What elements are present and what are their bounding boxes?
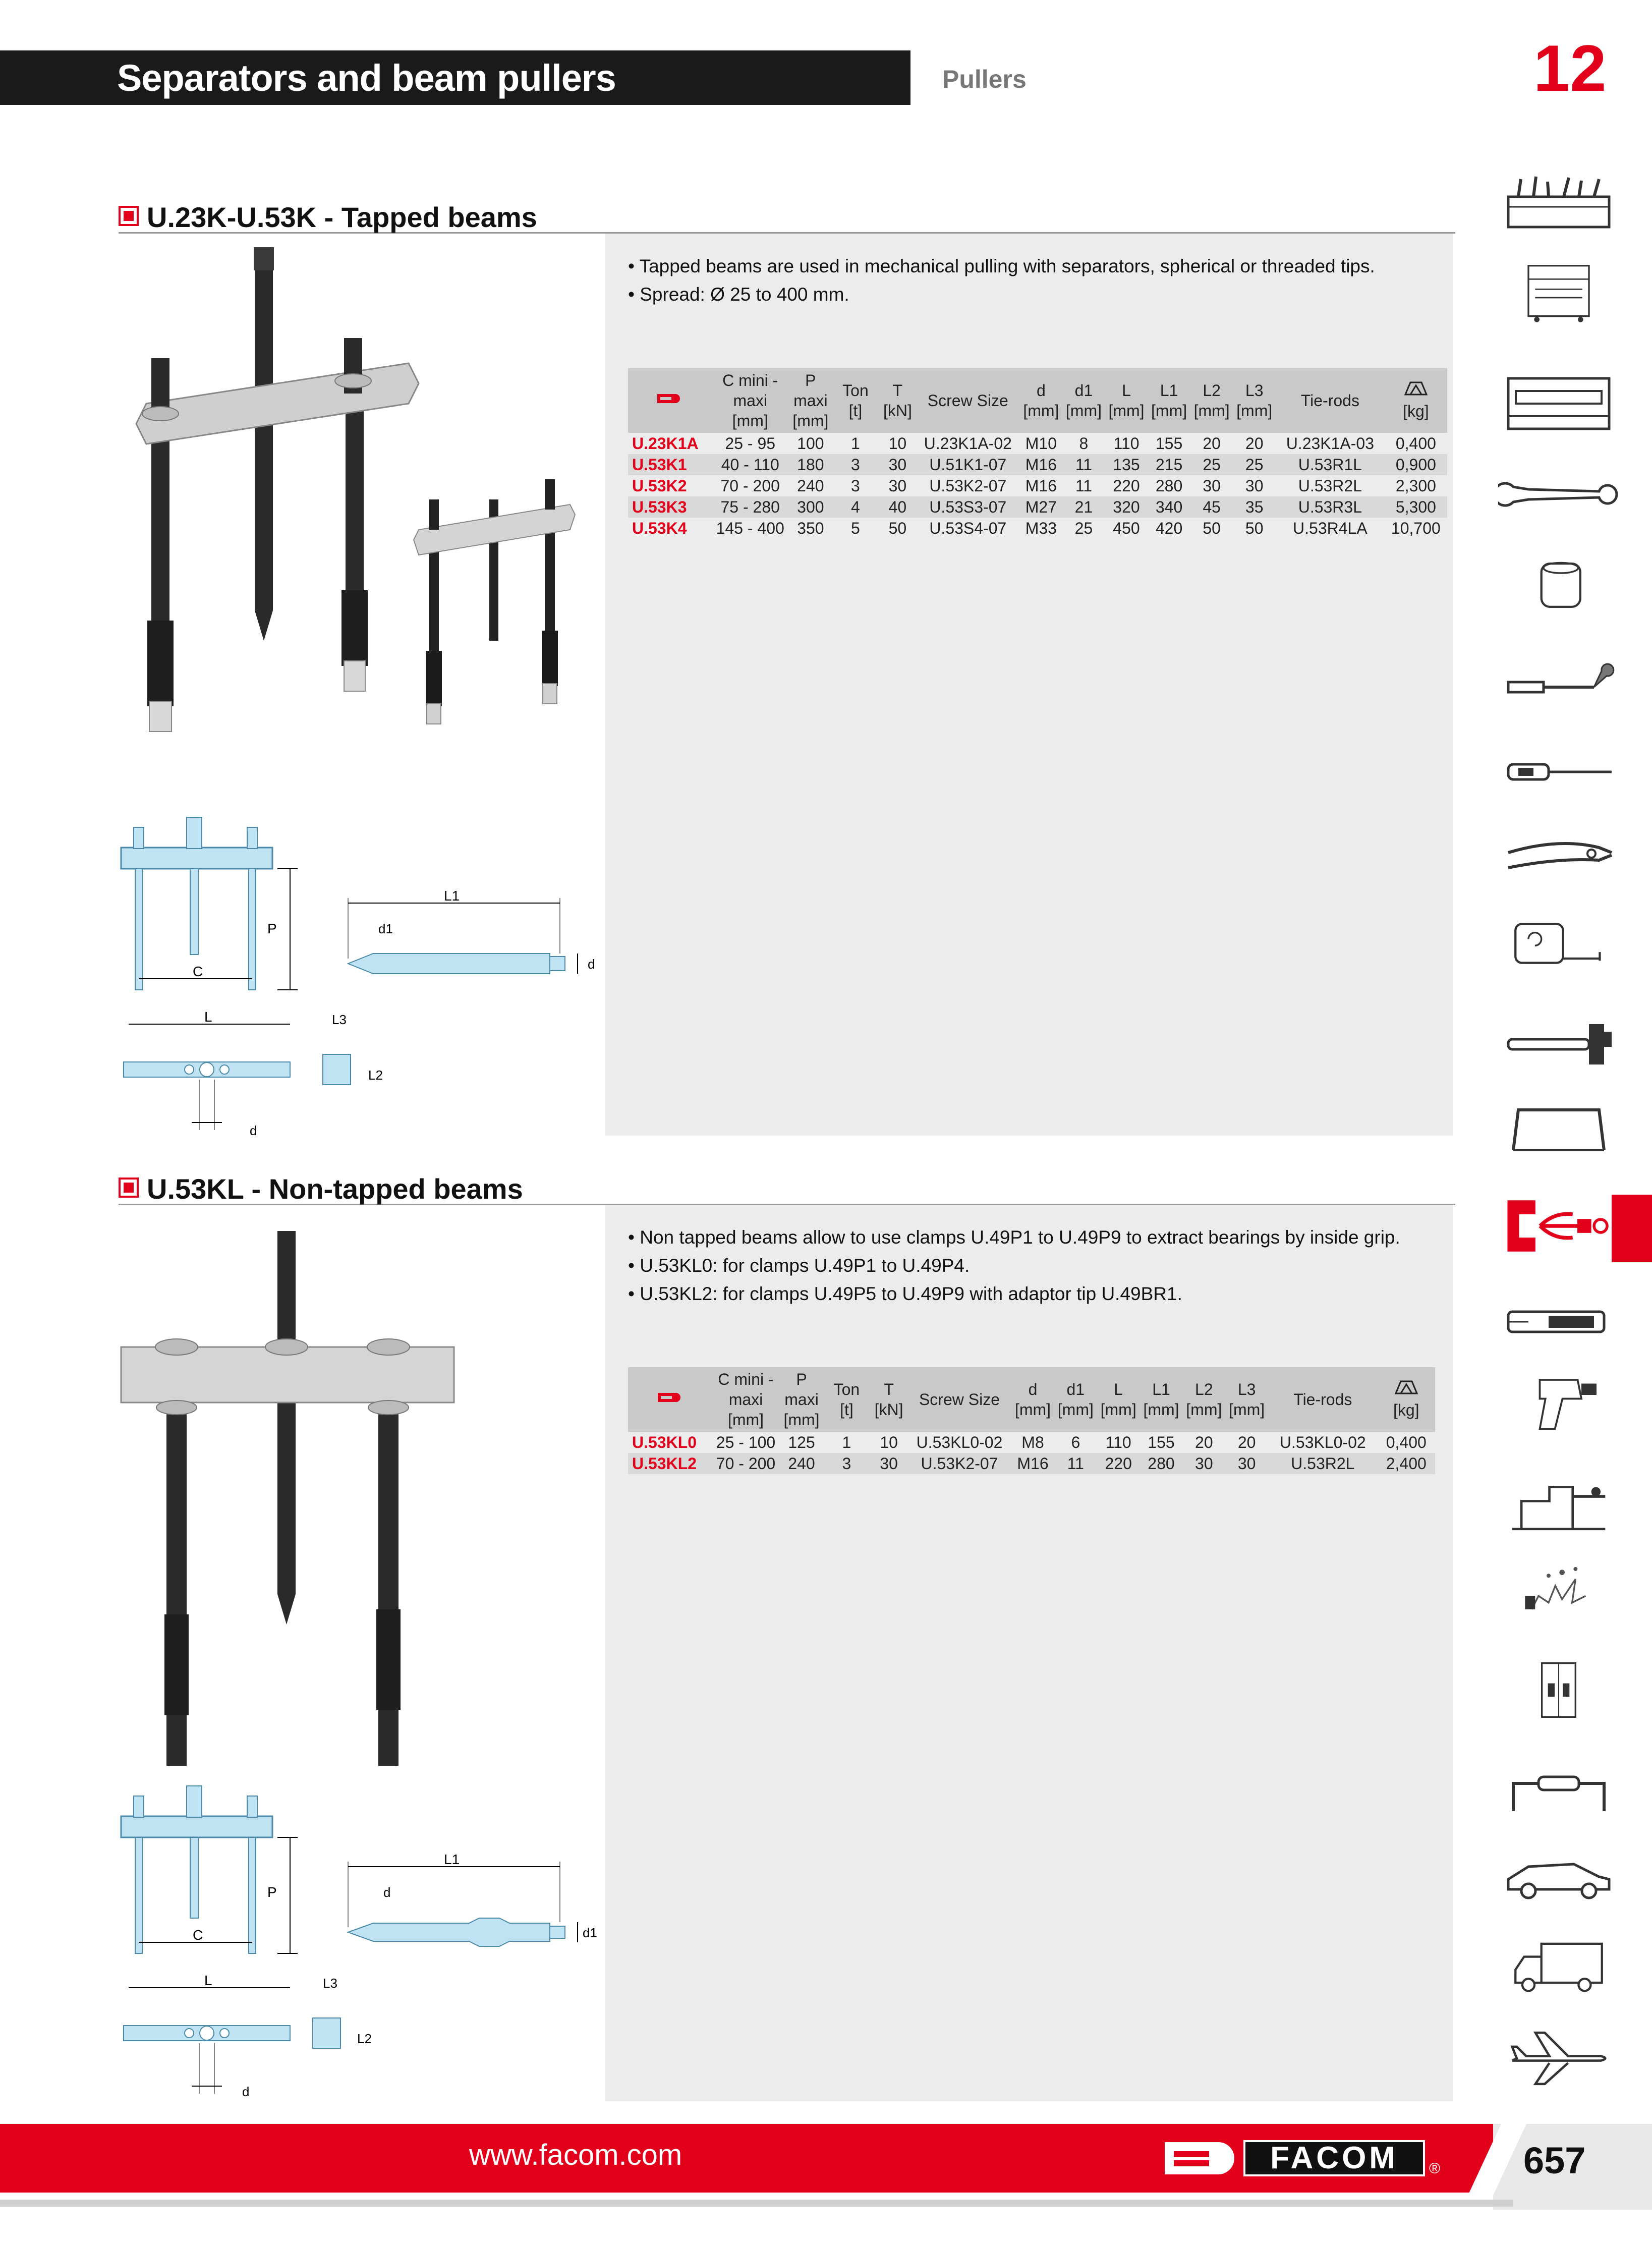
weight-icon xyxy=(1403,380,1429,397)
section2-bullets: • Non tapped beams allow to use clamps U.49P1 to U.49P9 to extract bearings by inside grip. • U.53KL0: for clamps U.49P1 to U.49P4. • U.53KL2: for clamps U.49P5 to U.49P9 with adaptor tip U.49BR1. xyxy=(628,1227,1400,1304)
beam-front-view xyxy=(121,1786,298,1953)
table-row: U.53K2 70 - 200 240 3 30 U.53K2-07 M16 11 220 280 30 30 U.53R2L 2,300 xyxy=(632,477,1436,495)
facom-logo-icon xyxy=(1163,2138,1238,2178)
table-row: U.53K3 75 - 280 300 4 40 U.53S3-07 M27 21 320 340 45 35 U.53R3L 5,300 xyxy=(628,496,1447,518)
dim-label-d1: d1 xyxy=(378,921,393,936)
impact-wrench-icon[interactable] xyxy=(1498,1372,1619,1433)
dim-label-d: d xyxy=(383,1885,391,1900)
section2-panel xyxy=(605,1205,1453,2101)
electrical-breaker-icon[interactable] xyxy=(1498,1660,1619,1720)
facom-logo xyxy=(1163,2138,1445,2178)
dim-label-l2: L2 xyxy=(368,1068,383,1083)
table-row: U.53KL2 70 - 200 240 3 30 U.53K2-07 M16 11 220 280 30 30 U.53R2L 2,400 xyxy=(628,1453,1435,1474)
tape-measure-icon[interactable] xyxy=(1498,913,1619,974)
airplane-icon[interactable] xyxy=(1498,2028,1619,2089)
weight-icon xyxy=(1394,1379,1419,1395)
non-tapped-beams-table: C mini - maxi [mm] P maxi [mm] Ton [t] T [kN] Screw Size d [mm] d1 [mm] L [mm] L1 [mm] L2 [mm] L3 [mm] Tie-rods [kg] U.53KL0 25 - 100 125 1 10 U.53KL0-02 M8 6 110 155 20 20 U.53KL0-02 0,400 U.53KL2 70 - 200 240 3 30 U.53K2-07 M16 11 220 280 30 30 U.53R2L 2,400 xyxy=(628,1367,1435,1474)
dim-label-l3: L3 xyxy=(332,1012,347,1027)
dim-label-p: P xyxy=(267,921,277,936)
car-icon[interactable] xyxy=(1498,1846,1619,1907)
non-tapped-beams-technical-diagram xyxy=(116,1776,610,2099)
table-row: U.53K4 145 - 400 350 5 50 U.53S4-07 M33 25 450 420 50 50 U.53R4LA 10,700 xyxy=(632,519,1441,537)
section-heading-non-tapped-beams: U.53KL - Non-tapped beams xyxy=(119,1168,1455,1205)
tapped-beams-technical-diagram xyxy=(116,807,610,1135)
screwdriver-icon[interactable] xyxy=(1498,742,1619,802)
table-row: U.53K1 40 - 110 180 3 30 U.51K1-07 M16 11 135 215 25 25 U.53R1L 0,900 xyxy=(628,454,1447,475)
section1-bullets: • Tapped beams are used in mechanical pulling with separators, spherical or threaded tips. • Spread: Ø 25 to 400 mm. xyxy=(628,256,1375,305)
pliers-icon[interactable] xyxy=(1498,827,1619,888)
beam-front-view xyxy=(121,817,298,990)
beam-top-view xyxy=(124,1973,372,2099)
table-row: U.23K1A 25 - 95 100 1 10 U.23K1A-02 M10 8 110 155 20 20 U.23K1A-03 0,400 xyxy=(632,434,1436,453)
dim-label-c: C xyxy=(193,964,203,979)
section-marker-icon xyxy=(119,1177,139,1198)
category-label: Pullers xyxy=(942,65,1027,93)
screw-side-view xyxy=(348,1852,597,1946)
page-title: Separators and beam pullers xyxy=(117,57,616,99)
dim-label-c: C xyxy=(193,1927,203,1943)
table-row: U.53KL0 25 - 100 125 1 10 U.53KL0-02 M8 6 110 155 20 20 U.53KL0-02 0,400 xyxy=(632,1433,1427,1451)
tool-drawer-icon[interactable] xyxy=(1498,373,1619,434)
small-tapped-beam-puller xyxy=(414,479,575,724)
facom-brand-text: FACOM xyxy=(1243,2140,1425,2176)
page-number: 657 xyxy=(1523,2140,1586,2181)
hacksaw-icon[interactable] xyxy=(1498,1100,1619,1160)
wrench-icon[interactable] xyxy=(1498,464,1619,525)
registered-mark: ® xyxy=(1429,2160,1441,2177)
website-link[interactable]: www.facom.com xyxy=(469,2139,682,2171)
chapter-number: 12 xyxy=(1533,31,1607,105)
dim-label-p: P xyxy=(267,1884,277,1900)
dim-label-l2: L2 xyxy=(357,2031,372,2046)
tapped-beams-product-photo xyxy=(116,237,600,873)
dim-label-l: L xyxy=(204,1973,212,1988)
puller-icon[interactable] xyxy=(1498,1196,1619,1256)
dim-label-d1: d1 xyxy=(583,1925,597,1940)
toolbox-icon[interactable] xyxy=(1498,172,1619,232)
dim-label-l3: L3 xyxy=(323,1976,337,1991)
dim-label-d-bottom: d xyxy=(250,1123,257,1135)
tool-cabinet-icon[interactable] xyxy=(1498,262,1619,323)
ratchet-icon[interactable] xyxy=(1498,656,1619,716)
large-tapped-beam-puller xyxy=(136,247,419,732)
dim-label-l1: L1 xyxy=(444,1852,460,1867)
dim-label-d-bottom: d xyxy=(242,2084,250,2099)
non-tapped-beam-product-photo xyxy=(116,1221,600,1766)
truck-icon[interactable] xyxy=(1498,1937,1619,1998)
hammer-icon[interactable] xyxy=(1498,1014,1619,1075)
beam-top-view xyxy=(124,1009,383,1135)
handle-icon[interactable] xyxy=(1498,1761,1619,1821)
tapped-beams-table: C mini - maxi [mm] P maxi [mm] Ton [t] T [kN] Screw Size d [mm] d1 [mm] L [mm] L1 [mm] L2 [mm] L3 [mm] Tie-rods [kg] U.23K1A 25 - 95 100 1 10 U.23K1A-02 M10 8 110 155 20 20 U.23K1A-03 0,400 U.53K1 40 - 110 180 3 30 U.51K1-07 M16 11 135 215 25 25 U.53R1L 0,900 U.53K2 70 - 200 240 3 30 U.53K2-07 M16 11 220 280 30 30 U.53R2L 2,300 U.53K3 75 - 280 300 4 40 U.53S3-07 M27 21 320 340 45 35 U.53R3L 5,300 U.53K4 145 - 400 350 5 50 U.53S4-07 M33 25 450 420 50 50 U.53R4LA 10,700 xyxy=(628,368,1447,539)
section-marker-icon xyxy=(119,206,139,226)
dim-label-l1: L1 xyxy=(444,888,460,904)
safety-icon[interactable] xyxy=(1498,1559,1619,1619)
vise-icon[interactable] xyxy=(1498,1473,1619,1534)
dim-label-d: d xyxy=(588,957,595,972)
section-heading-tapped-beams: U.23K-U.53K - Tapped beams xyxy=(119,197,1455,234)
dim-label-l: L xyxy=(204,1009,212,1025)
torque-tester-icon[interactable] xyxy=(1498,1292,1619,1352)
facom-logo-icon xyxy=(656,1390,684,1405)
screw-side-view xyxy=(348,888,595,974)
footer-line xyxy=(0,2200,1513,2207)
socket-icon[interactable] xyxy=(1498,555,1619,615)
facom-logo-icon xyxy=(655,391,683,406)
